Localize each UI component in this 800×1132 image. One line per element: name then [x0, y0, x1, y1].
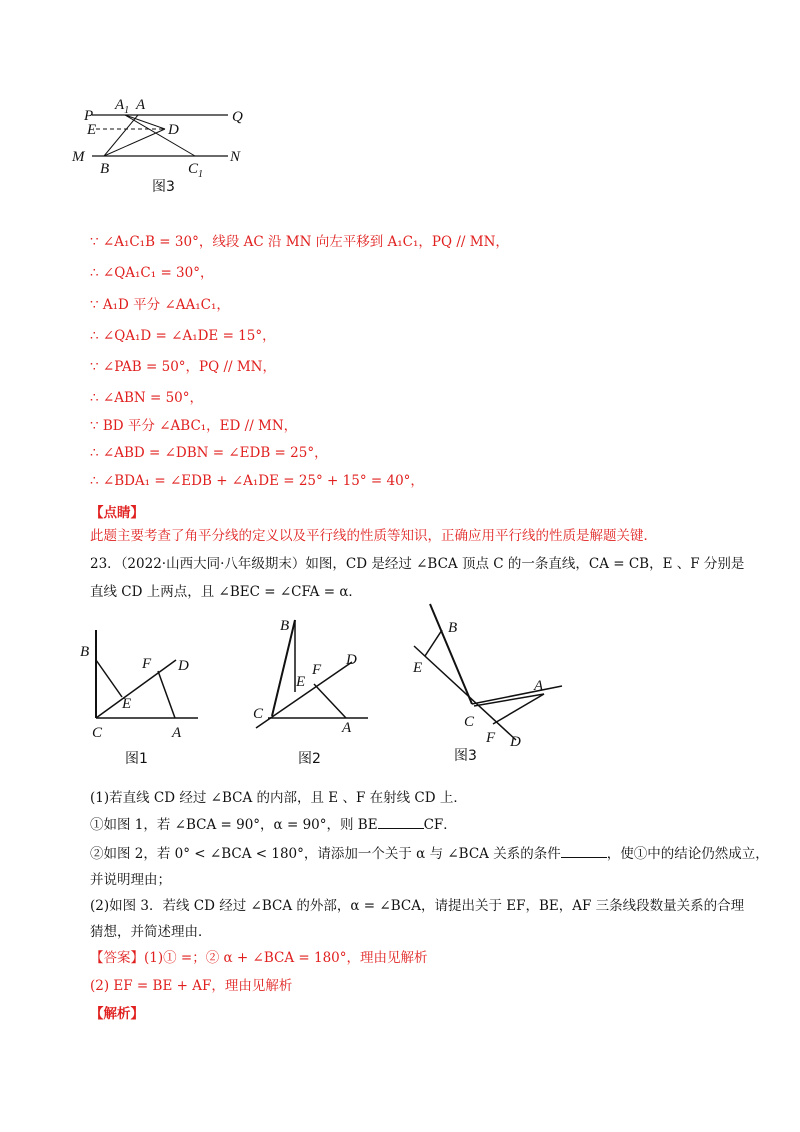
- label-n: N: [230, 149, 241, 165]
- top-figure-3: [70, 95, 270, 200]
- label-a1: $A_1$: [115, 97, 130, 116]
- label-p: P: [84, 108, 94, 124]
- fig3-label-a: A: [534, 678, 544, 694]
- fig1-caption: 图1: [125, 751, 148, 767]
- question-1: (1)若直线 CD 经过 ∠BCA 的内部，且 E 、F 在射线 CD 上．: [90, 790, 467, 806]
- figure-1: [80, 630, 198, 767]
- problem-23-intro2: 直线 CD 上两点，且 ∠BEC = ∠CFA = α．: [90, 584, 362, 600]
- figure-2: [253, 618, 368, 767]
- fig2-label-e: E: [296, 674, 306, 690]
- fig3-label-e: E: [413, 660, 423, 676]
- answer-line-1: 【答案】(1)① =；② α + ∠BCA = 180°，理由见解析: [90, 950, 428, 966]
- fig3-label-f: F: [486, 730, 496, 746]
- question-1b-pre: ②如图 2，若 0° < ∠BCA < 180°，请添加一个关于 α 与 ∠BCA 关系的条件: [90, 846, 561, 862]
- label-c1: $C_1$: [188, 161, 204, 180]
- answer-line-2: (2) EF = BE + AF，理由见解析: [90, 978, 293, 994]
- question-2: (2)如图 3．若线 CD 经过 ∠BCA 的外部，α = ∠BCA，请提出关于 EF，BE，AF 三条线段数量关系的合理: [90, 898, 745, 914]
- dianjing-text: 此题主要考查了角平分线的定义以及平行线的性质等知识，正确应用平行线的性质是解题关键．: [90, 528, 657, 544]
- fig3-label-b: B: [448, 620, 458, 636]
- answer-blank-1[interactable]: [378, 815, 424, 829]
- fig1-label-f: F: [142, 656, 152, 672]
- fig2-label-d: D: [346, 652, 357, 668]
- question-1a: [90, 815, 457, 835]
- question-1b-post: ，使①中的结论仍然成立，: [606, 846, 769, 862]
- dianjing-heading: 【点睛】: [90, 505, 144, 521]
- problem-23-intro: [90, 554, 744, 574]
- fig3-label-c: C: [464, 714, 475, 730]
- question-2-line2: 猜想，并简述理由．: [90, 924, 212, 940]
- label-m: M: [72, 149, 85, 165]
- solution-line-4: ∴ ∠QA₁D = ∠A₁DE = 15°，: [90, 328, 276, 344]
- figure-3: [412, 604, 562, 764]
- problem-figures-svg: [80, 600, 580, 775]
- problem-figures: [80, 600, 580, 775]
- label-b: B: [100, 161, 110, 177]
- jiexi-heading: 【解析】: [90, 1006, 144, 1022]
- solution-line-9: ∴ ∠BDA₁ = ∠EDB + ∠A₁DE = 25° + 15° = 40°，: [90, 473, 424, 489]
- solution-line-5: ∵ ∠PAB = 50°，PQ // MN，: [90, 359, 276, 375]
- figure-caption: 图3: [152, 179, 175, 195]
- solution-line-7: ∵ BD 平分 ∠ABC₁，ED // MN，: [90, 418, 298, 434]
- question-1b-line2: 并说明理由；: [90, 872, 171, 888]
- label-d: D: [168, 122, 179, 138]
- fig1-label-e: E: [122, 696, 132, 712]
- fig2-caption: 图2: [298, 751, 321, 767]
- line-a1c1: [125, 115, 195, 156]
- solution-line-8: ∴ ∠ABD = ∠DBN = ∠EDB = 25°，: [90, 445, 328, 461]
- question-1a-post: CF．: [423, 817, 457, 833]
- solution-line-6: ∴ ∠ABN = 50°，: [90, 390, 203, 406]
- fig1-label-d: D: [178, 658, 189, 674]
- label-q: Q: [232, 109, 243, 125]
- solution-line-1: ∵ ∠A₁C₁B = 30°，线段 AC 沿 MN 向左平移到 A₁C₁，PQ // MN，: [90, 234, 509, 250]
- fig2-label-a: A: [342, 720, 352, 736]
- line-ab: [104, 115, 138, 156]
- fig1-label-b: B: [80, 644, 90, 660]
- fig3-caption: 图3: [454, 748, 477, 764]
- fig2-label-b: B: [280, 618, 290, 634]
- fig1-label-a: A: [172, 725, 182, 741]
- question-1b: [90, 844, 769, 864]
- problem-number: 23．: [90, 556, 121, 572]
- fig2-label-c: C: [253, 706, 264, 722]
- problem-intro-text: （2022·山西大同·八年级期末）如图，CD 是经过 ∠BCA 顶点 C 的一条直线，CA = CB，E 、F 分别是: [120, 556, 745, 572]
- solution-line-2: ∴ ∠QA₁C₁ = 30°，: [90, 265, 214, 281]
- line-bd: [104, 129, 165, 156]
- answer-blank-2[interactable]: [561, 844, 607, 858]
- fig1-label-c: C: [92, 725, 103, 741]
- label-a: A: [136, 97, 146, 113]
- top-figure-3-svg: [70, 95, 270, 200]
- fig2-label-f: F: [312, 662, 322, 678]
- fig3-label-d: D: [510, 734, 521, 750]
- question-1a-pre: ①如图 1，若 ∠BCA = 90°，α = 90°，则 BE: [90, 817, 378, 833]
- solution-line-3: ∵ A₁D 平分 ∠AA₁C₁，: [90, 297, 230, 313]
- label-e: E: [87, 122, 97, 138]
